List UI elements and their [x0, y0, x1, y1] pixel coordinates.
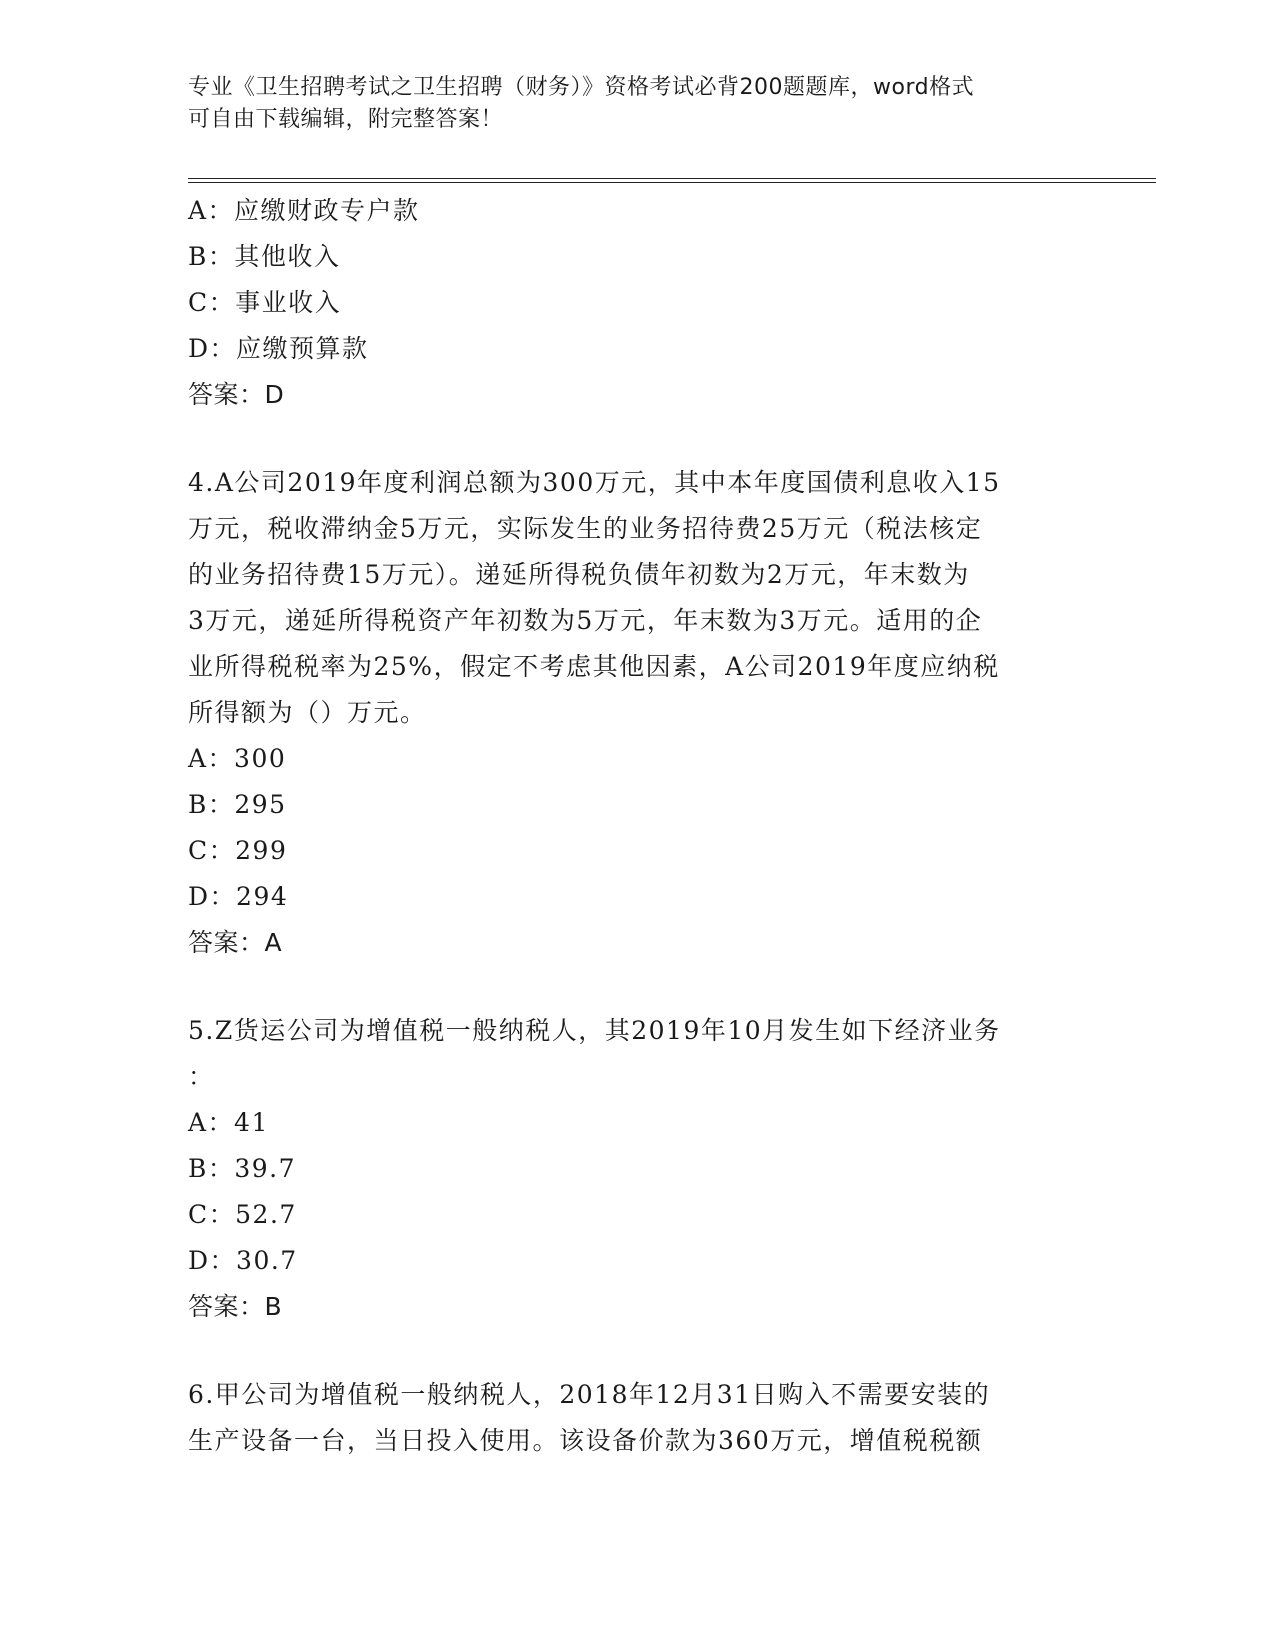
question-6: [188, 1372, 1088, 1464]
question-4: [188, 460, 1088, 966]
option-c: C：事业收入: [188, 288, 342, 317]
spacer: [188, 1330, 1088, 1372]
question-text-line: 万元，税收滞纳金5万元，实际发生的业务招待费25万元（税法核定: [188, 514, 983, 543]
answer-line: 答案：D: [188, 380, 285, 409]
question-text-line: 业所得税税率为25%，假定不考虑其他因素，A公司2019年度应纳税: [188, 652, 1000, 681]
question-text-line: 3万元，递延所得税资产年初数为5万元，年末数为3万元。适用的企: [188, 606, 983, 635]
answer-line: 答案：A: [188, 928, 283, 957]
question-text-line: 4.A公司2019年度利润总额为300万元，其中本年度国债利息收入15: [188, 468, 1001, 497]
option-d: D：30.7: [188, 1246, 298, 1275]
spacer: [188, 966, 1088, 1008]
answer-line: 答案：B: [188, 1292, 283, 1321]
question-text-line: 的业务招待费15万元）。递延所得税负债年初数为2万元，年末数为: [188, 560, 970, 589]
spacer: [188, 418, 1088, 460]
option-a: A：300: [188, 744, 287, 773]
question-text-line: 6.甲公司为增值税一般纳税人，2018年12月31日购入不需要安装的: [188, 1380, 991, 1409]
option-d: D：294: [188, 882, 289, 911]
question-text-line: 生产设备一台，当日投入使用。该设备价款为360万元，增值税税额: [188, 1426, 983, 1455]
option-d: D：应缴预算款: [188, 334, 369, 363]
option-a: A：41: [188, 1108, 269, 1137]
option-b: B：39.7: [188, 1154, 297, 1183]
option-b: B：其他收入: [188, 242, 341, 271]
question-text-line: 5.Z货运公司为增值税一般纳税人，其2019年10月发生如下经济业务: [188, 1016, 1001, 1045]
question-text-line: 所得额为（）万元。: [188, 698, 427, 727]
header-title-line-1: 专业《卫生招聘考试之卫生招聘（财务）》资格考试必背200题题库，word格式: [188, 75, 975, 100]
question-content: [188, 188, 1088, 1464]
question-text-line: ：: [188, 1062, 215, 1091]
option-c: C：299: [188, 836, 288, 865]
header-title-line-2: 可自由下载编辑，附完整答案！: [188, 107, 504, 132]
option-b: B：295: [188, 790, 287, 819]
question-5: [188, 1008, 1088, 1330]
question-3: [188, 188, 1088, 418]
page-header: [188, 72, 1088, 136]
header-divider: [188, 178, 1156, 183]
option-a: A：应缴财政专户款: [188, 196, 420, 225]
option-c: C：52.7: [188, 1200, 297, 1229]
